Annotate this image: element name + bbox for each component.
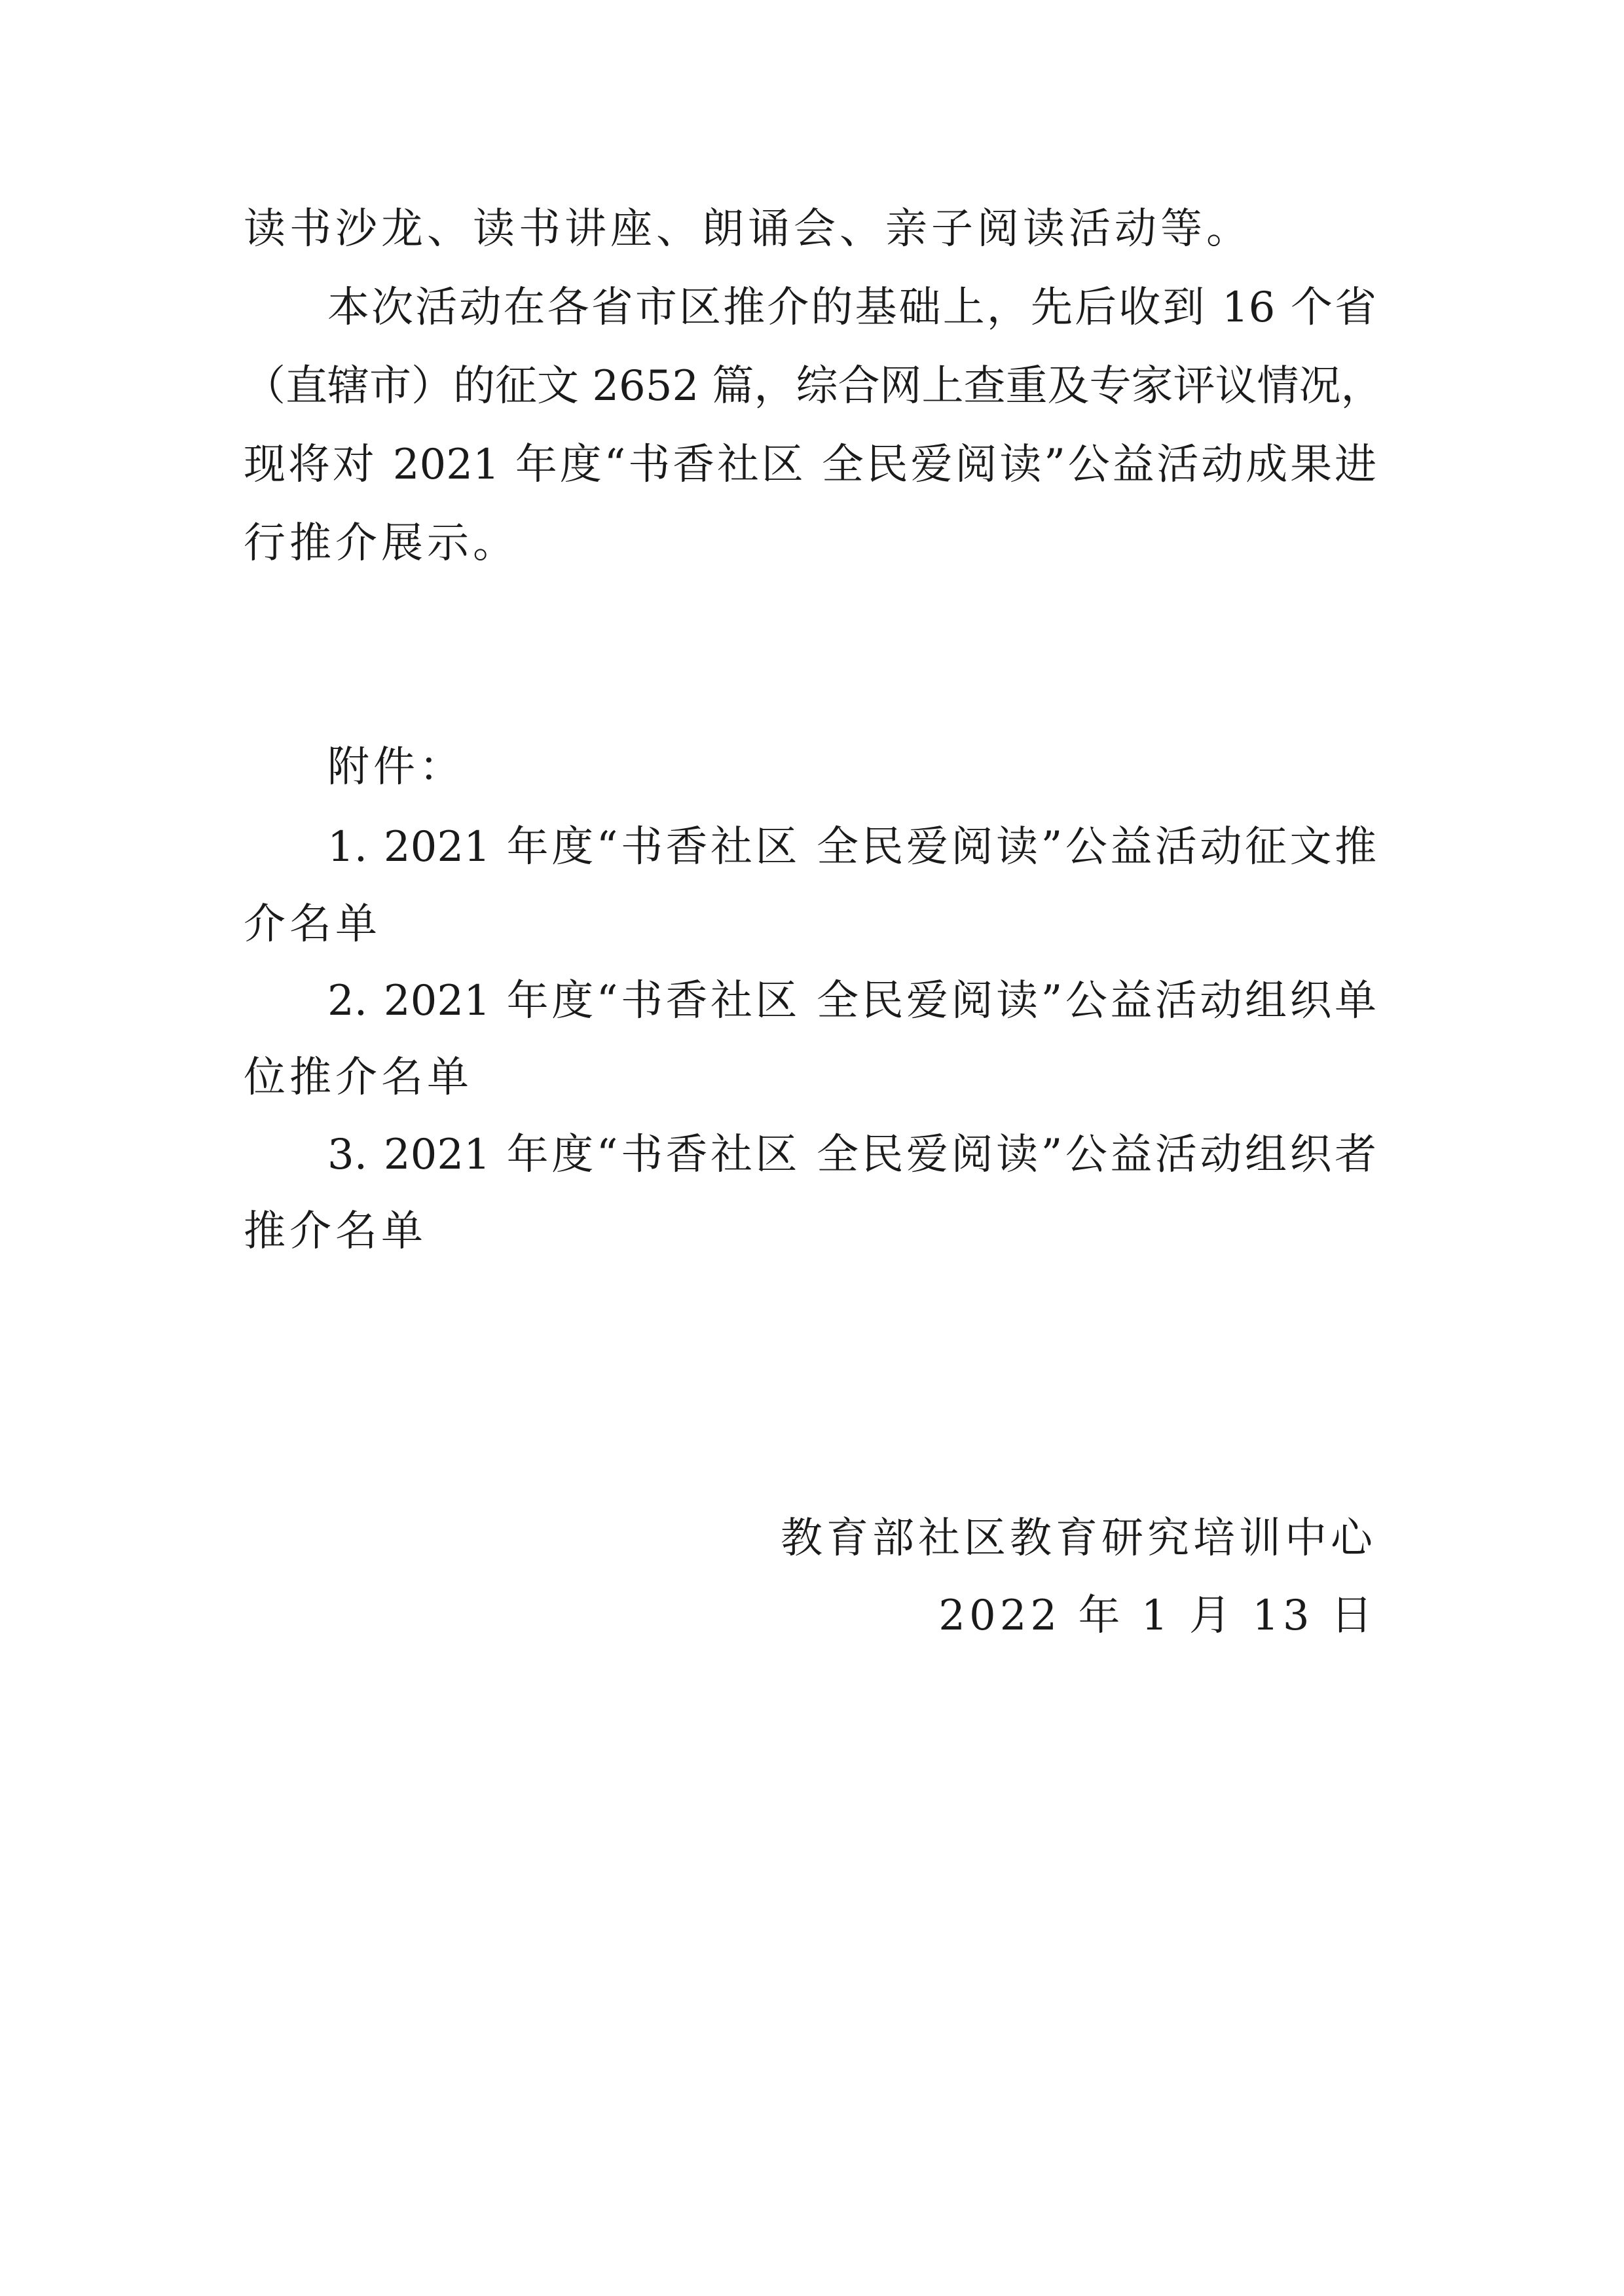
paragraph-2-line-3: 现将对 2021 年度“书香社区 全民爱阅读”公益活动成果进 — [244, 441, 1376, 489]
attachment-2-line-1: 2. 2021 年度“书香社区 全民爱阅读”公益活动组织单 — [327, 977, 1376, 1025]
attachment-3-line-1: 3. 2021 年度“书香社区 全民爱阅读”公益活动组织者 — [327, 1131, 1376, 1179]
attachment-1-line-2: 介名单 — [244, 900, 381, 949]
paragraph-2-line-1: 本次活动在各省市区推介的基础上，先后收到 16 个省 — [327, 283, 1376, 332]
attachment-2-line-2: 位推介名单 — [244, 1053, 473, 1102]
signature-date: 2022 年 1 月 13 日 — [938, 1592, 1376, 1640]
paragraph-2-line-4: 行推介展示。 — [244, 519, 519, 568]
attachments-heading: 附件： — [327, 743, 465, 792]
attachment-3-line-2: 推介名单 — [244, 1207, 427, 1256]
paragraph-2-line-2: （直辖市）的征文 2652 篇，综合网上查重及专家评议情况， — [244, 362, 1383, 410]
paragraph-1-line-1: 读书沙龙、读书讲座、朗诵会、亲子阅读活动等。 — [244, 205, 1252, 253]
signature-organization: 教育部社区教育研究培训中心 — [781, 1514, 1376, 1563]
attachment-1-line-1: 1. 2021 年度“书香社区 全民爱阅读”公益活动征文推 — [327, 823, 1376, 871]
